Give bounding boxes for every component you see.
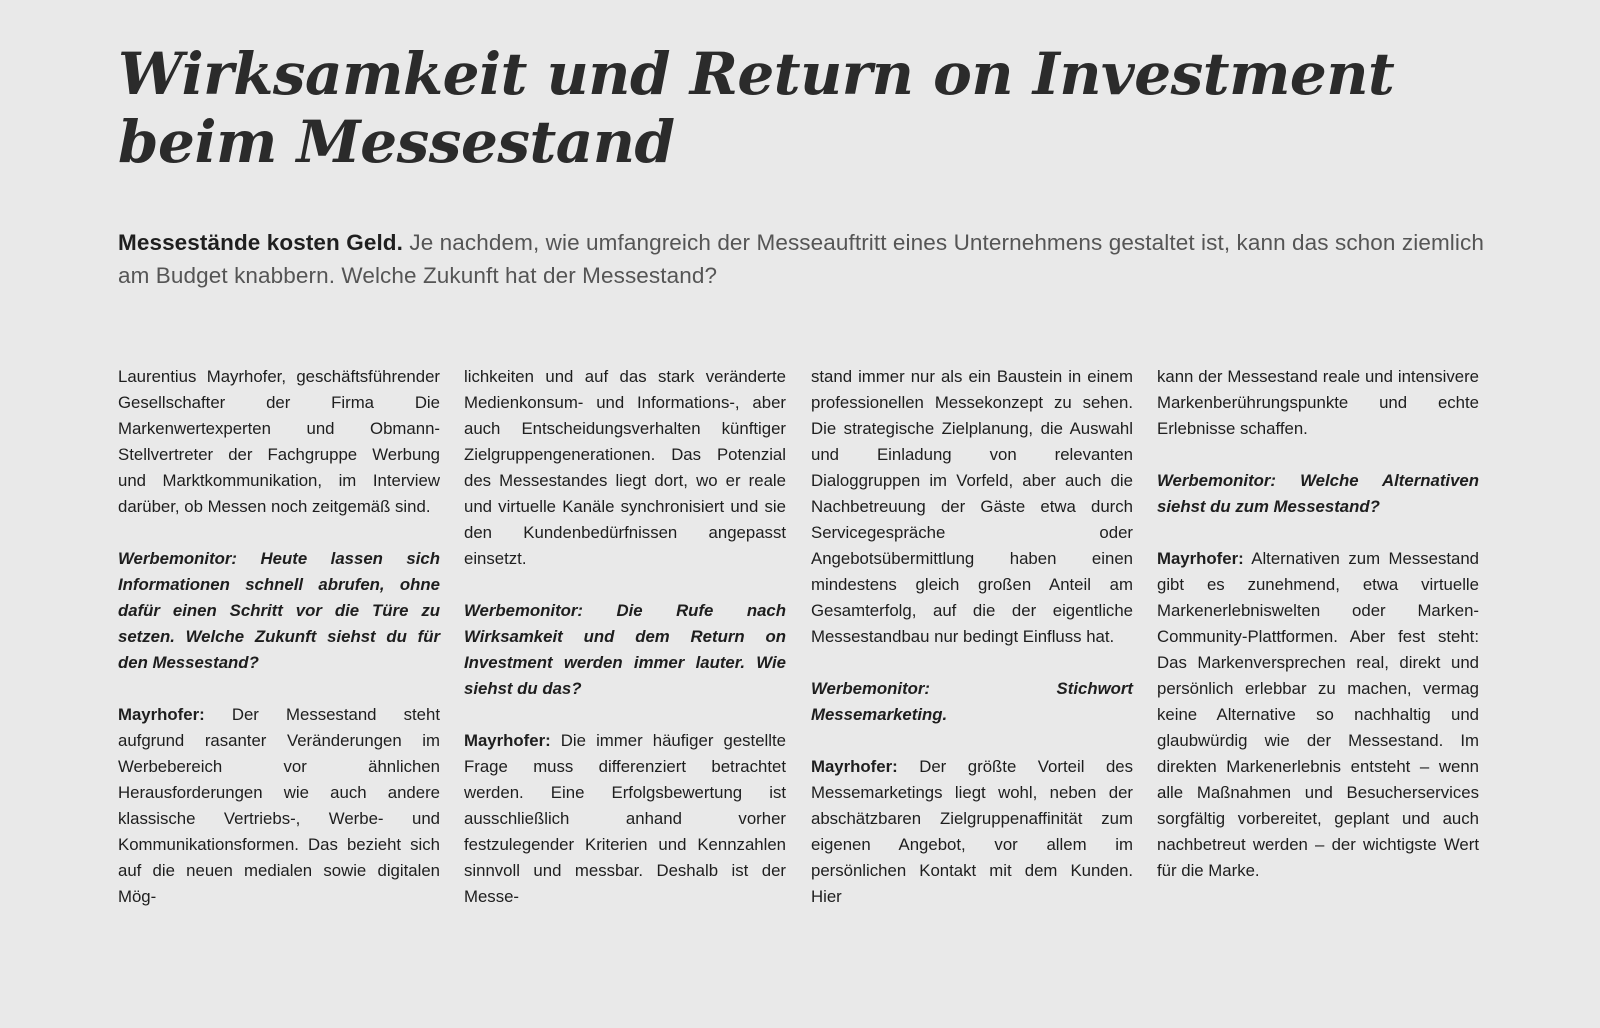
speaker-label: Mayrhofer: [1157,549,1244,568]
speaker-label: Mayrhofer: [811,757,898,776]
lead-bold: Messestände kosten Geld. [118,230,404,255]
lead-paragraph [118,226,1488,292]
speaker-label: Mayrhofer: [118,705,205,724]
answer-text: Alternativen zum Messestand gibt es zunehmend, etwa virtuelle Markenerlebniswelten oder Marken-Community-Plattformen. Aber fest steht: Das Markenversprechen real, direkt und persönlich erlebbar zu machen, vermag keine Alternative so nachhaltig und glaubwürdig wie der Messestand. Im direkten Markenerlebnis entsteht – wenn alle Maßnahmen und Besucherservices sorgfältig vorbereitet, geplant und auch nachbetreut werden – der wichtigste Wert für die Marke. [1157,549,1479,880]
question-3: Werbemonitor: Stichwort Messemarketing. [811,679,1133,724]
text-column-3 [811,364,1133,936]
answer-text: Der Messestand steht aufgrund rasanter Veränderungen im Werbebereich vor ähnlichen Herausforderungen wie auch andere klassische Vertriebs-, Werbe- und Kommunikationsformen. Das bezieht sich auf die neuen medialen sowie digitalen Mög- [118,705,440,906]
speaker-label: Mayrhofer: [464,731,551,750]
answer-1-continued: lichkeiten und auf das stark veränderte Medienkonsum- und Informations-, aber auch Entscheidungsverhalten künftiger Zielgruppengenerationen. Das Potenzial des Messestandes liegt dort, wo er reale und virtuelle Kanäle synchronisiert und sie den Kundenbedürfnissen angepasst einsetzt. [464,367,786,568]
question-2: Werbemonitor: Die Rufe nach Wirksamkeit und dem Return on Investment werden immer lauter. Wie siehst du das? [464,601,786,698]
answer-text: Die immer häufiger gestellte Frage muss differenziert betrachtet werden. Eine Erfolgsbewertung ist ausschließlich anhand vorher festzulegender Kriterien und Kennzahlen sinnvoll und messbar. Deshalb ist der Messe- [464,731,786,906]
answer-2 [464,728,786,910]
intro-paragraph: Laurentius Mayrhofer, geschäftsführender Gesellschafter der Firma Die Markenwertexperten und Obmann-Stellvertreter der Fachgruppe Werbung und Marktkommunikation, im Interview darüber, ob Messen noch zeitgemäß sind. [118,367,440,516]
question-4: Werbemonitor: Welche Alternativen siehst du zum Messestand? [1157,471,1479,516]
answer-1 [118,702,440,910]
answer-2-continued: stand immer nur als ein Baustein in einem professionellen Messekonzept zu sehen. Die strategische Zielplanung, die Auswahl und Einladung von relevanten Dialoggruppen im Vorfeld, aber auch die Nachbetreuung der Gäste etwa durch Servicegespräche oder Angebotsübermittlung haben einen mindestens gleich großen Anteil am Gesamterfolg, auf die der eigentliche Messestandbau nur bedingt Einfluss hat. [811,367,1133,646]
text-column-2 [464,364,786,936]
answer-3-continued: kann der Messestand reale und intensivere Markenberührungspunkte und echte Erlebnisse schaffen. [1157,367,1479,438]
answer-4 [1157,546,1479,884]
lead-text: Je nachdem, wie umfangreich der Messeauftritt eines Unternehmens gestaltet ist, kann das schon ziemlich am Budget knabbern. Welche Zukunft hat der Messestand? [118,230,1484,288]
text-column-1 [118,364,440,936]
answer-3 [811,754,1133,910]
answer-text: Der größte Vorteil des Messemarketings liegt wohl, neben der abschätzbaren Zielgruppenaffinität zum eigenen Angebot, vor allem im persönlichen Kontakt mit dem Kunden. Hier [811,757,1133,906]
article-title: Wirksamkeit und Return on Investment beim Messestand [118,40,1395,176]
question-1: Werbemonitor: Heute lassen sich Informationen schnell abrufen, ohne dafür einen Schritt vor die Türe zu setzen. Welche Zukunft siehst du für den Messestand? [118,549,440,672]
text-column-4 [1157,364,1479,910]
